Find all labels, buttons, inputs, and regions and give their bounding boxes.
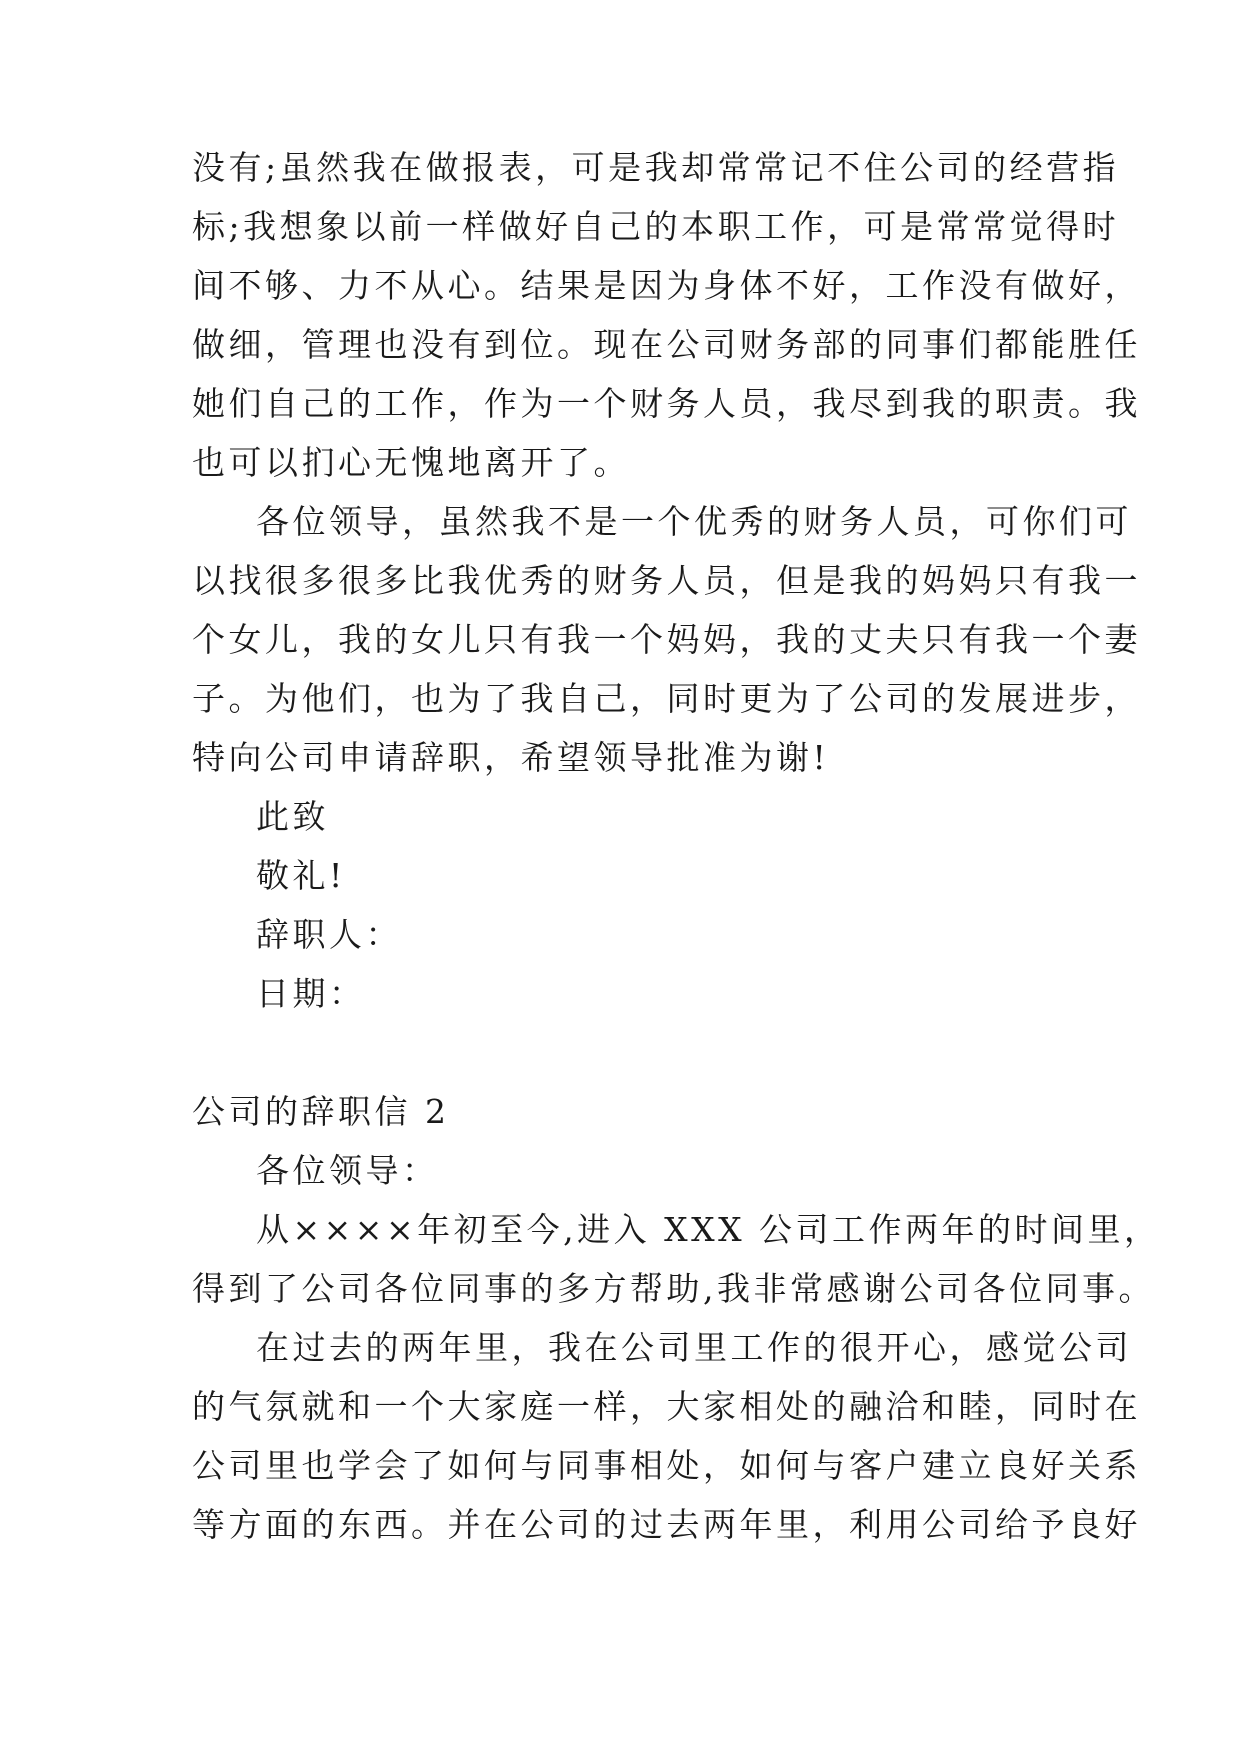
- paragraph-line: 也可以扪心无愧地离开了。: [192, 443, 630, 482]
- section-2-title-block: [192, 1082, 1082, 1141]
- paragraph-line: 她们自己的工作，作为一个财务人员，我尽到我的职责。我: [192, 384, 1141, 423]
- paragraph-line: 特向公司申请辞职，希望领导批准为谢!: [192, 738, 830, 777]
- paragraph-2: [192, 492, 1141, 787]
- resigner-label: 辞职人：: [256, 915, 402, 954]
- paragraph-1: [192, 138, 1141, 492]
- paragraph-line: 标;我想象以前一样做好自己的本职工作，可是常常觉得时: [192, 207, 1120, 246]
- paragraph-line: 各位领导，虽然我不是一个优秀的财务人员，可你们可: [256, 502, 1132, 541]
- paragraph-line: 间不够、力不从心。结果是因为身体不好，工作没有做好，: [192, 266, 1141, 305]
- section-2-paragraph-1: [192, 1200, 1161, 1318]
- section-title: 公司的辞职信 2: [192, 1092, 450, 1131]
- paragraph-line: 在过去的两年里，我在公司里工作的很开心，感觉公司: [256, 1328, 1132, 1367]
- paragraph-line: 等方面的东西。并在公司的过去两年里，利用公司给予良好: [192, 1505, 1141, 1544]
- paragraph-line: 子。为他们，也为了我自己，同时更为了公司的发展进步，: [192, 679, 1141, 718]
- paragraph-line: 的气氛就和一个大家庭一样，大家相处的融洽和睦，同时在: [192, 1387, 1141, 1426]
- paragraph-line: 以找很多很多比我优秀的财务人员，但是我的妈妈只有我一: [192, 561, 1141, 600]
- closing-block: [192, 787, 1082, 1023]
- greeting: 各位领导：: [256, 1151, 439, 1190]
- section-2-greeting-block: [192, 1141, 1082, 1200]
- paragraph-line: 没有;虽然我在做报表，可是我却常常记不住公司的经营指: [192, 148, 1120, 187]
- paragraph-line: 个女儿，我的女儿只有我一个妈妈，我的丈夫只有我一个妻: [192, 620, 1141, 659]
- paragraph-line: 从××××年初至今,进入 XXX 公司工作两年的时间里，: [256, 1210, 1161, 1249]
- date-label: 日期：: [256, 974, 366, 1013]
- salutation-ci-zhi: 此致: [256, 797, 329, 836]
- section-2-paragraph-2: [192, 1318, 1141, 1554]
- paragraph-line: 得到了公司各位同事的多方帮助,我非常感谢公司各位同事。: [192, 1269, 1155, 1308]
- paragraph-line: 公司里也学会了如何与同事相处，如何与客户建立良好关系: [192, 1446, 1141, 1485]
- salutation-jing-li: 敬礼!: [256, 856, 346, 895]
- paragraph-line: 做细，管理也没有到位。现在公司财务部的同事们都能胜任: [192, 325, 1141, 364]
